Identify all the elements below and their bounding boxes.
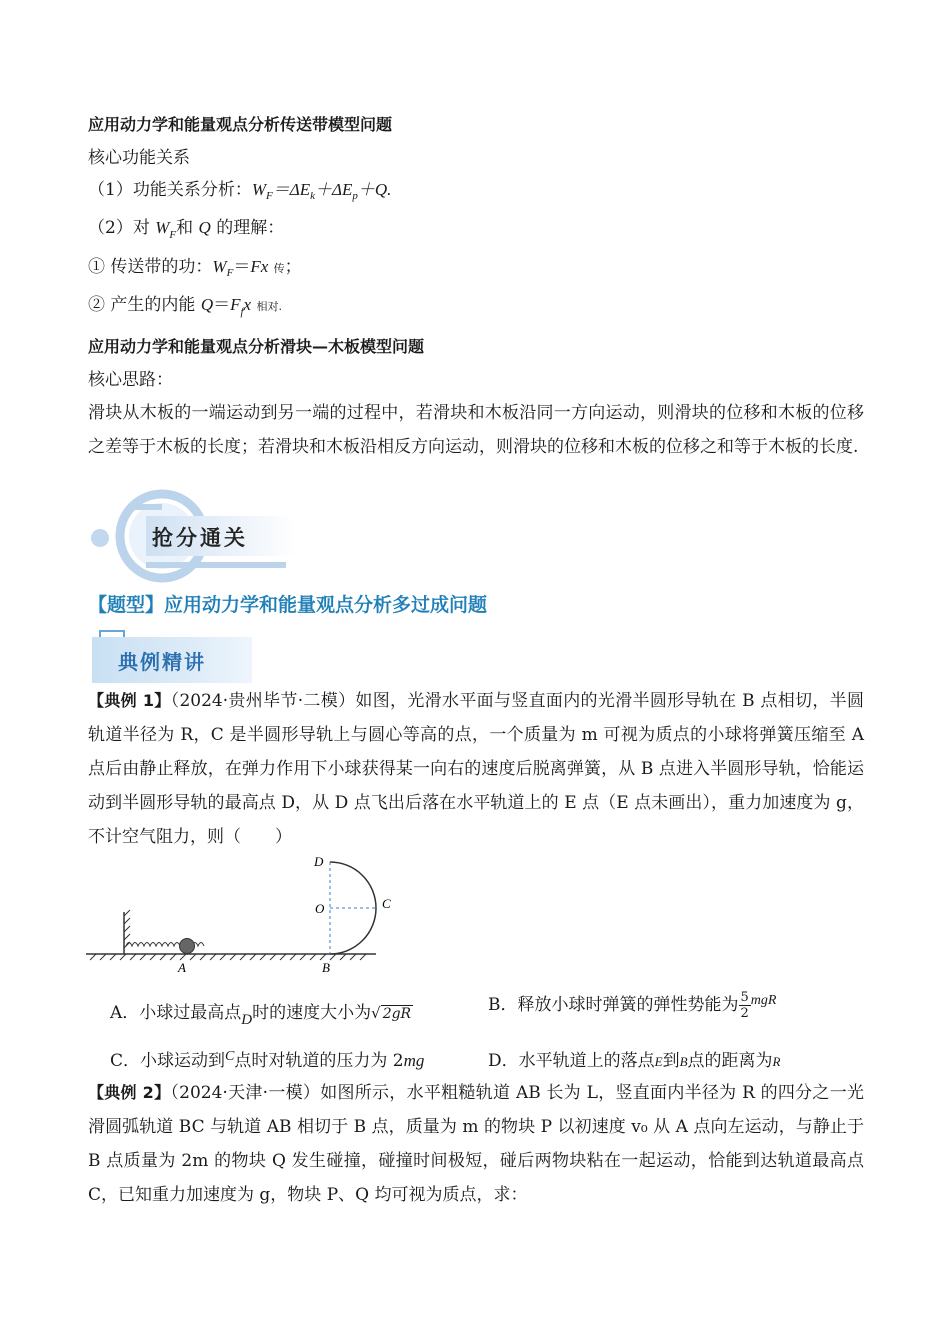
track-diagram bbox=[86, 850, 391, 980]
svg-text:B: B bbox=[322, 960, 330, 975]
option-b[interactable]: B．释放小球时弹簧的弹性势能为 $\frac{5}{2}$ $^{mgR}$ bbox=[488, 990, 777, 1021]
example-2 bbox=[88, 1076, 864, 1212]
option-d[interactable]: D．水平轨道上的落点E到B点的距离为R bbox=[488, 1051, 781, 1071]
svg-text:D: D bbox=[314, 854, 324, 869]
example-2-text: 【典例 2】（2024·天津·一模）如图所示，水平粗糙轨道 AB 长为 L，竖直面内半径为 R 的四分之一光滑圆弧轨道 BC 与轨道 AB 相切于 B 点，质量为 m 的物块 P 以初速度 v₀ 从 A 点向左运动，与静止于 B 点质量为 2m 的物块 Q 发生碰撞，碰撞时间极短，碰后两物块粘在一起运动，恰能到达轨道最高点 C，已知重力加速度为 g，物块 P、Q 均可视为质点，求： bbox=[88, 1083, 864, 1205]
example-1-options bbox=[110, 988, 870, 1088]
subheading-core-idea: 核心思路： bbox=[88, 369, 173, 390]
type-title: 【题型】应用动力学和能量观点分析多过成问题 bbox=[88, 594, 488, 616]
paragraph-slider-board: 滑块从木板的一端运动到另一端的过程中，若滑块和木板沿同一方向运动，则滑块的位移和木板的位移之差等于木板的长度；若滑块和木板沿相反方向运动，则滑块的位移和木板的位移之和等于木板的长度. bbox=[88, 402, 864, 457]
option-c[interactable]: C．小球运动到$^C$点时对轨道的压力为 2mg bbox=[110, 1049, 425, 1071]
example-1-figure bbox=[86, 850, 391, 980]
svg-text:C: C bbox=[382, 896, 391, 911]
example-1 bbox=[88, 684, 864, 854]
svg-text:O: O bbox=[315, 901, 325, 916]
heading-conveyor: 应用动力学和能量观点分析传送带模型问题 bbox=[88, 115, 393, 134]
example-tag bbox=[92, 637, 252, 683]
formula-line-1: （1）功能关系分析：$W_F=\Delta E_k+\Delta E_p+Q$. bbox=[88, 180, 392, 203]
svg-text:A: A bbox=[178, 960, 186, 975]
heading-slider-board: 应用动力学和能量观点分析滑块—木板模型问题 bbox=[88, 336, 425, 356]
section-banner bbox=[88, 490, 298, 582]
example-tag-label: 典例精讲 bbox=[118, 650, 206, 674]
formula-line-2: （2）对 $W_F$和 Q 的理解： bbox=[88, 218, 285, 241]
section-1 bbox=[88, 108, 864, 464]
ball bbox=[180, 939, 195, 954]
banner-label: 抢分通关 bbox=[152, 526, 248, 550]
formula-line-3: ① 传送带的功：$W_F=Fx$ 传； bbox=[88, 256, 302, 280]
formula-line-4: ② 产生的内能 $Q=F_fx$ 相对. bbox=[88, 295, 282, 318]
subheading-core-relation: 核心功能关系 bbox=[88, 148, 190, 168]
example-1-text: 【典例 1】（2024·贵州毕节·二模）如图，光滑水平面与竖直面内的光滑半圆形导轨在 B 点相切，半圆轨道半径为 R，C 是半圆形导轨上与圆心等高的点，一个质量为 m 可视为质点的小球将弹簧压缩至 A 点后由静止释放，在弹力作用下小球获得某一向右的速度后脱离弹簧，从 B 点进入半圆形导轨，恰能运动到半圆形导轨的最高点 D，从 D 点飞出后落在水平轨道上的 E 点（E 点未画出），重力加速度为 g，不计空气阻力，则（ ） bbox=[88, 691, 864, 847]
option-a[interactable]: A．小球过最高点D时的速度大小为√ 2gR bbox=[110, 1003, 412, 1028]
